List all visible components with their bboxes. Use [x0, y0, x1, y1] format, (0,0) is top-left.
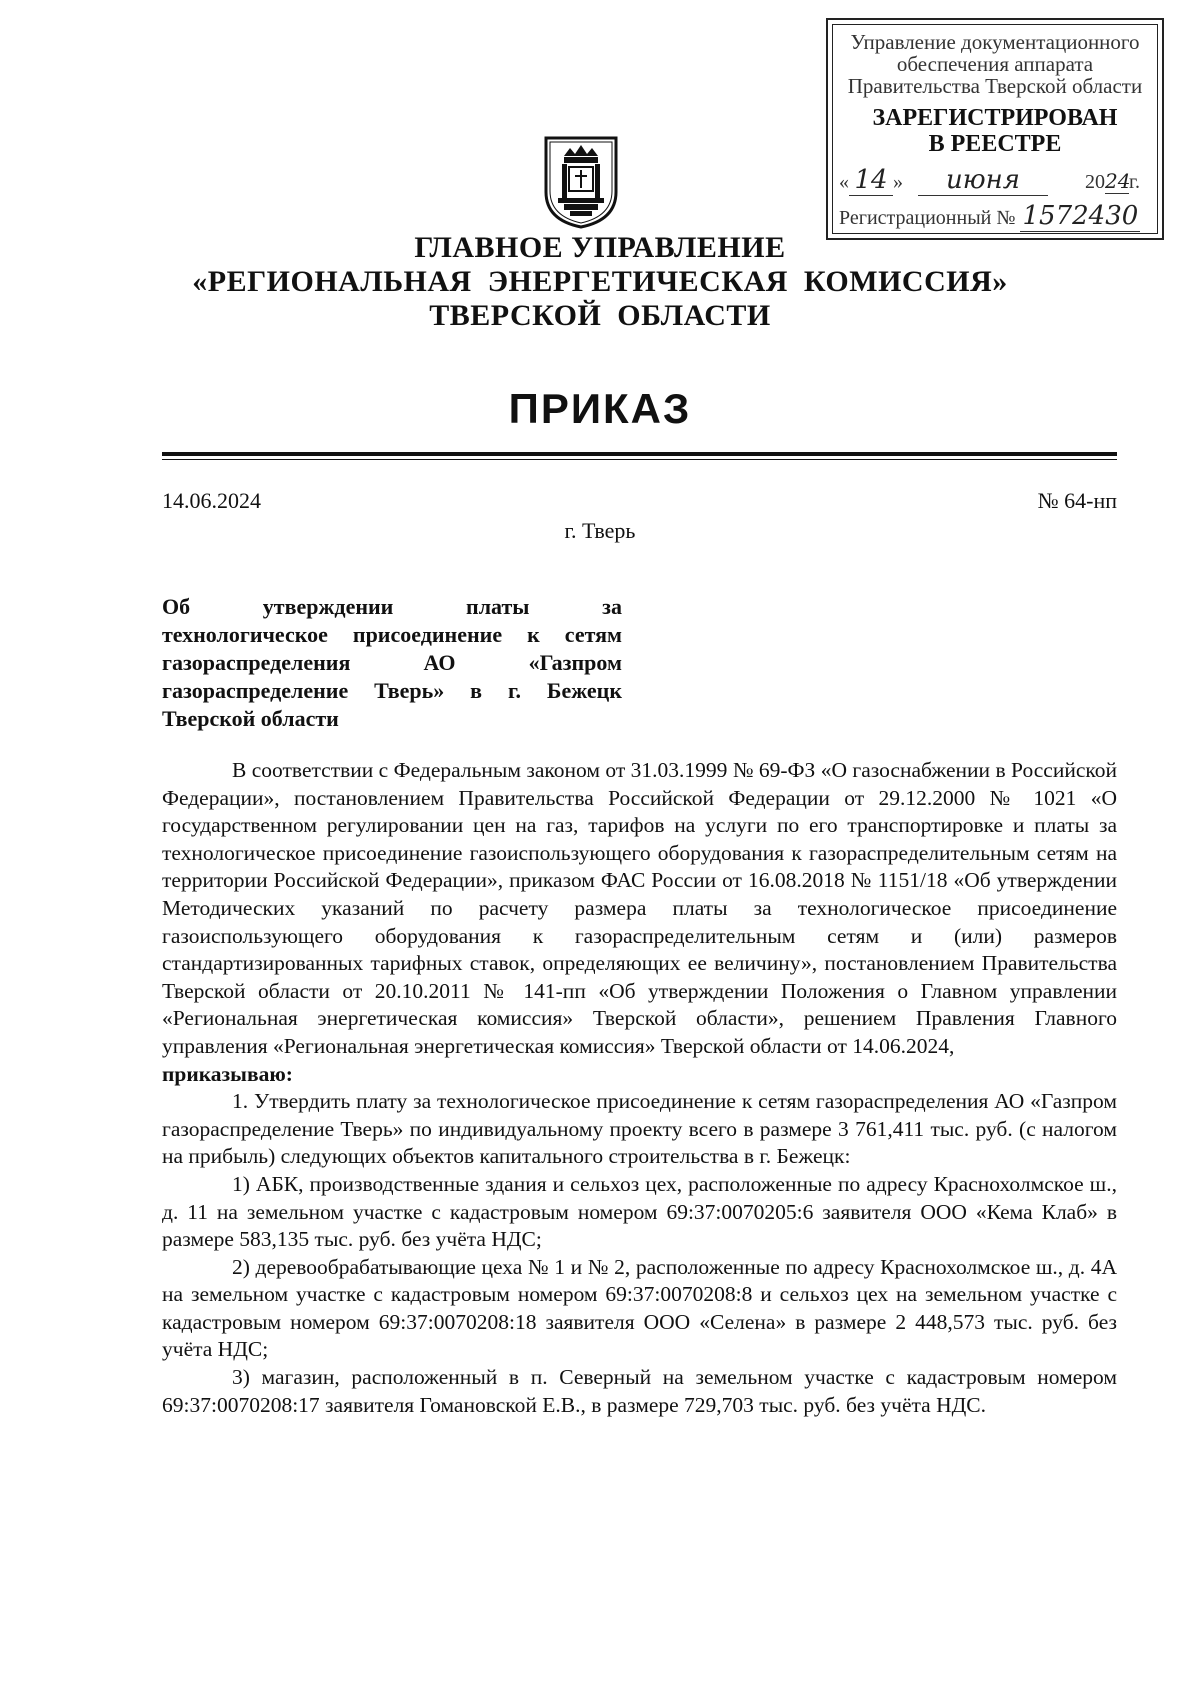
- order-item-1: 1. Утвердить плату за технологическое присоединение к сетям газораспределения АО «Газпром газораспределение Тверь» по индивидуальному проекту всего в размере 3 761,411 тыс. руб. (с налогом на прибыль) следующих объектов капитального строительства в г. Бежецк:: [162, 1089, 1117, 1169]
- stamp-line-1: Управление документационного: [850, 30, 1140, 54]
- stamp-line-3: Правительства Тверской области: [847, 74, 1143, 98]
- stamp-reg-row: [839, 201, 1151, 232]
- document-type-title: ПРИКАЗ: [508, 385, 692, 432]
- stamp-date-close-quote: »: [893, 171, 903, 193]
- document-date: 14.06.2024: [162, 488, 261, 513]
- stamp-registered-1: ЗАРЕГИСТРИРОВАН: [872, 105, 1118, 131]
- stamp-line-2: обеспечения аппарата: [896, 52, 1094, 76]
- order-word: приказываю:: [162, 1061, 293, 1086]
- document-city: г. Тверь: [564, 518, 636, 543]
- order-subitem-3: 3) магазин, расположенный в п. Северный на земельном участке с кадастровым номером 69:37:0070208:17 заявителя Гомановской Е.В., в размере 729,703 тыс. руб. без учёта НДС.: [162, 1365, 1117, 1417]
- header-line-3: ТВЕРСКОЙ ОБЛАСТИ: [429, 299, 771, 332]
- coat-of-arms-icon: [542, 134, 620, 230]
- stamp-date-year-end: г.: [1129, 171, 1140, 193]
- subject-line-3: газораспределения АО «Газпром: [162, 650, 622, 675]
- stamp-date-year-suffix: 24: [1105, 169, 1131, 193]
- header-line-2: «РЕГИОНАЛЬНАЯ ЭНЕРГЕТИЧЕСКАЯ КОМИССИЯ»: [192, 265, 1008, 298]
- subject-line-5: Тверской области: [162, 706, 339, 731]
- header-line-1: ГЛАВНОЕ УПРАВЛЕНИЕ: [414, 231, 786, 264]
- stamp-inner-border: [832, 24, 1158, 234]
- order-subitem-1: 1) АБК, производственные здания и сельхоз цех, расположенные по адресу Краснохолмское ш., д. 11 на земельном участке с кадастровым номером 69:37:0070205:6 заявителя ООО «Кема Клаб» в размере 583,135 тыс. руб. без учёта НДС;: [162, 1171, 1117, 1252]
- stamp-date-row: [839, 165, 1151, 196]
- order-subitem-2: 2) деревообрабатывающие цеха № 1 и № 2, расположенные по адресу Краснохолмское ш., д. 4А на земельном участке с кадастровым номером 69:37:0070208:8 и сельхоз цех на земельном участке с кадастровым номером 69:37:0070208:18 заявителя ООО «Селена» в размере 2 448,573 тыс. руб. без учёта НДС;: [162, 1254, 1117, 1362]
- stamp-date-open-quote: «: [839, 171, 849, 193]
- document-number: № 64-нп: [1037, 488, 1117, 513]
- subject-line-4: газораспределение Тверь» в г. Бежецк: [162, 678, 622, 703]
- stamp-reg-label: Регистрационный №: [839, 207, 1016, 229]
- stamp-date-year-prefix: 20: [1085, 171, 1105, 193]
- stamp-registered-2: В РЕЕСТРЕ: [928, 131, 1062, 157]
- stamp-date-month: июня: [918, 165, 1048, 196]
- subject-line-1: Об утверждении платы за: [162, 594, 622, 619]
- stamp-reg-number: 1572430: [1020, 201, 1140, 232]
- document-body: [162, 757, 1117, 1419]
- header-rule-thick: [162, 452, 1117, 456]
- preamble-paragraph: В соответствии с Федеральным законом от 31.03.1999 № 69-ФЗ «О газоснабжении в Российской Федерации», постановлением Правительства Российской Федерации от 29.12.2000 № 1021 «О государственном регулировании цен на газ, тарифов на услуги по его транспортировке и платы за технологическое присоединение газоиспользующего оборудования к газораспределительным сетям на территории Российской Федерации», приказом ФАС России от 16.08.2018 № 1151/18 «Об утверждении Методических указаний по расчету размера платы за технологическое присоединение газоиспользующего оборудования к газораспределительным сетям и (или) размеров стандартизированных тарифных ставок, определяющих ее величину», постановлением Правительства Тверской области от 20.10.2011 № 141-пп «Об утверждении Положения о Главном управлении «Региональная энергетическая комиссия» Тверской области», решением Правления Главного управления «Региональная энергетическая комиссия» Тверской области от 14.06.2024,: [162, 758, 1117, 1058]
- stamp-date-day: 14: [849, 165, 893, 196]
- document-subject: [162, 593, 622, 733]
- registration-stamp: [826, 18, 1164, 240]
- subject-line-2: технологическое присоединение к сетям: [162, 622, 622, 647]
- header-rule-thin: [162, 459, 1117, 460]
